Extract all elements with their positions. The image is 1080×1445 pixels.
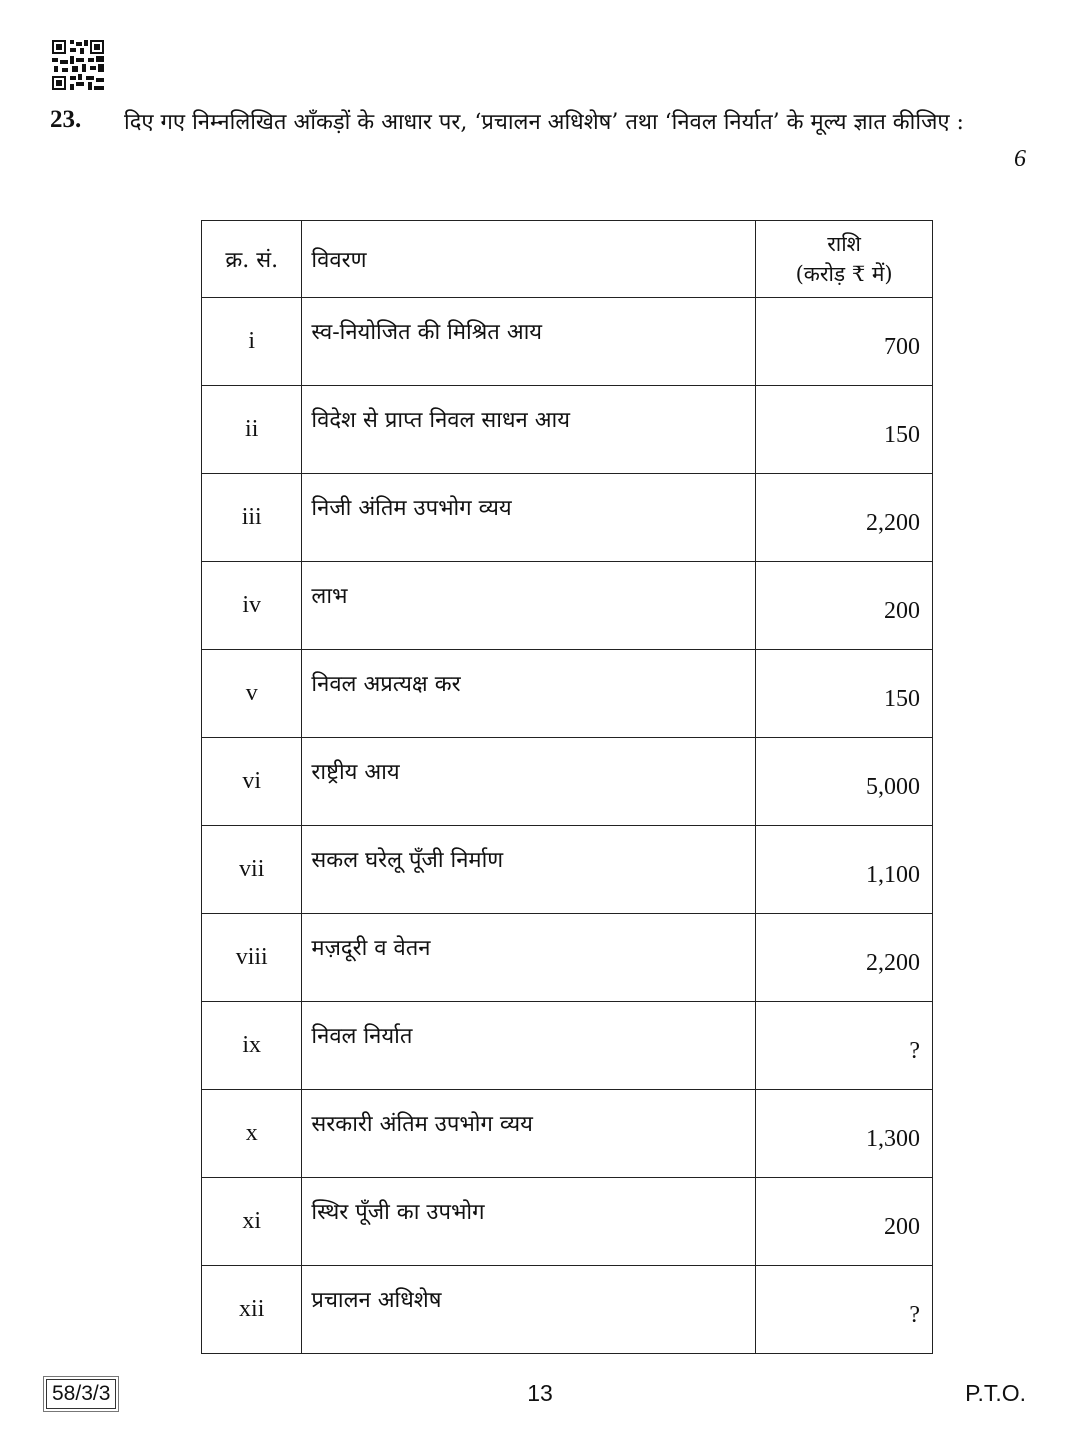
table-row [202, 474, 933, 562]
row-particulars: निवल अप्रत्यक्ष कर [302, 650, 756, 738]
row-particulars: राष्ट्रीय आय [302, 738, 756, 826]
row-amount: 150 [756, 650, 933, 738]
question-number: 23. [50, 106, 82, 133]
table-row [202, 914, 933, 1002]
row-amount: 2,200 [756, 474, 933, 562]
paper-code: 58/3/3 [46, 1379, 116, 1409]
pto-label: P.T.O. [965, 1380, 1026, 1406]
table-row [202, 386, 933, 474]
table-row [202, 826, 933, 914]
row-sno: i [202, 298, 302, 386]
row-sno: vi [202, 738, 302, 826]
page-number: 13 [527, 1380, 553, 1406]
row-particulars: विदेश से प्राप्त निवल साधन आय [302, 386, 756, 474]
row-amount: 5,000 [756, 738, 933, 826]
table-row [202, 1266, 933, 1354]
row-sno: xi [202, 1178, 302, 1266]
row-amount: ? [756, 1266, 933, 1354]
row-sno: x [202, 1090, 302, 1178]
question-marks: 6 [1014, 146, 1026, 172]
row-sno: viii [202, 914, 302, 1002]
table-row [202, 562, 933, 650]
row-sno: iii [202, 474, 302, 562]
header-amount-line2: (करोड़ ₹ में) [795, 262, 893, 286]
row-sno: xii [202, 1266, 302, 1354]
row-sno: ii [202, 386, 302, 474]
header-amount [756, 221, 933, 298]
table-row [202, 650, 933, 738]
row-particulars: निवल निर्यात [302, 1002, 756, 1090]
row-particulars: स्थिर पूँजी का उपभोग [302, 1178, 756, 1266]
row-amount: 1,100 [756, 826, 933, 914]
row-particulars: लाभ [302, 562, 756, 650]
header-amount-line1: राशि [827, 232, 861, 256]
row-particulars: सरकारी अंतिम उपभोग व्यय [302, 1090, 756, 1178]
table-row [202, 1178, 933, 1266]
row-sno: v [202, 650, 302, 738]
row-particulars: प्रचालन अधिशेष [302, 1266, 756, 1354]
row-sno: iv [202, 562, 302, 650]
row-amount: 2,200 [756, 914, 933, 1002]
data-table [201, 220, 933, 1354]
header-sno: क्र. सं. [202, 221, 302, 298]
row-particulars: स्व-नियोजित की मिश्रित आय [302, 298, 756, 386]
table-header-row [202, 221, 933, 298]
row-sno: vii [202, 826, 302, 914]
table-row [202, 298, 933, 386]
row-particulars: सकल घरेलू पूँजी निर्माण [302, 826, 756, 914]
table-row [202, 1002, 933, 1090]
table-row [202, 738, 933, 826]
row-sno: ix [202, 1002, 302, 1090]
row-particulars: मज़दूरी व वेतन [302, 914, 756, 1002]
row-amount: 1,300 [756, 1090, 933, 1178]
row-particulars: निजी अंतिम उपभोग व्यय [302, 474, 756, 562]
row-amount: 150 [756, 386, 933, 474]
table-row [202, 1090, 933, 1178]
row-amount: 200 [756, 562, 933, 650]
row-amount: 700 [756, 298, 933, 386]
question-text: दिए गए निम्नलिखित आँकड़ों के आधार पर, ‘प्रचालन अधिशेष’ तथा ‘निवल निर्यात’ के मूल्य ज्ञात कीजिए : [124, 110, 964, 135]
header-particulars: विवरण [302, 221, 756, 298]
row-amount: ? [756, 1002, 933, 1090]
qr-code-icon [52, 40, 104, 90]
row-amount: 200 [756, 1178, 933, 1266]
